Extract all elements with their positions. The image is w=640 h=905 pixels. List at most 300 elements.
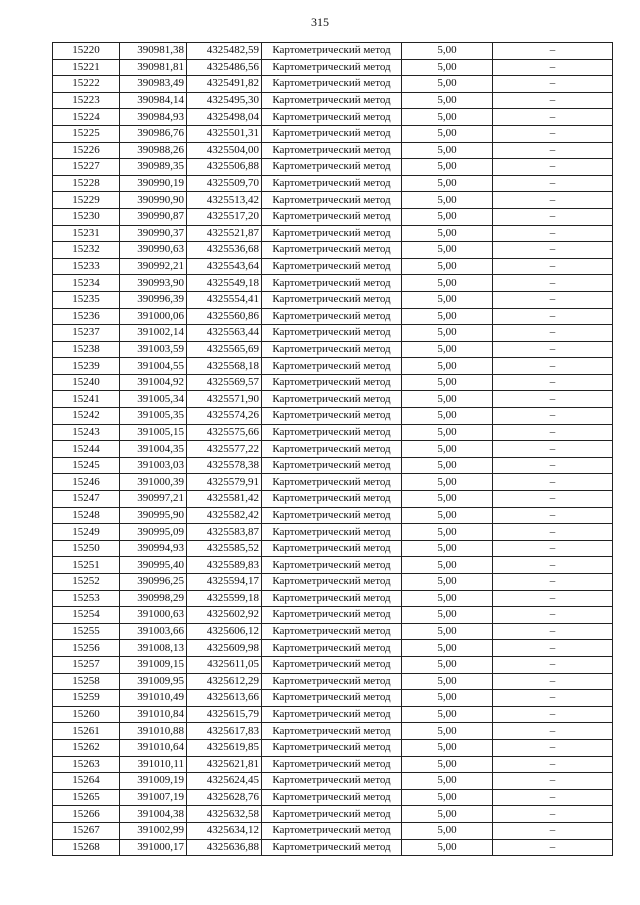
accuracy-cell: 5,00 [402, 723, 493, 740]
page-number: 315 [311, 15, 329, 29]
point-number-cell: 15234 [53, 275, 120, 292]
note-cell: – [493, 723, 613, 740]
table-row [53, 43, 613, 60]
coordinates-table-body [53, 43, 613, 856]
method-cell: Картометрический метод [262, 607, 402, 624]
method-cell: Картометрический метод [262, 773, 402, 790]
note-cell: – [493, 424, 613, 441]
method-cell: Картометрический метод [262, 574, 402, 591]
x-coordinate-cell: 390990,37 [120, 225, 187, 242]
method-cell: Картометрический метод [262, 408, 402, 425]
y-coordinate-cell: 4325565,69 [187, 341, 262, 358]
table-row [53, 640, 613, 657]
note-cell: – [493, 607, 613, 624]
table-row [53, 806, 613, 823]
x-coordinate-cell: 390988,26 [120, 142, 187, 159]
x-coordinate-cell: 391009,19 [120, 773, 187, 790]
x-coordinate-cell: 391002,14 [120, 325, 187, 342]
point-number-cell: 15244 [53, 441, 120, 458]
point-number-cell: 15230 [53, 208, 120, 225]
table-row [53, 374, 613, 391]
method-cell: Картометрический метод [262, 457, 402, 474]
note-cell: – [493, 640, 613, 657]
accuracy-cell: 5,00 [402, 574, 493, 591]
point-number-cell: 15250 [53, 540, 120, 557]
point-number-cell: 15226 [53, 142, 120, 159]
x-coordinate-cell: 390990,87 [120, 208, 187, 225]
point-number-cell: 15223 [53, 92, 120, 109]
note-cell: – [493, 540, 613, 557]
note-cell: – [493, 822, 613, 839]
y-coordinate-cell: 4325563,44 [187, 325, 262, 342]
method-cell: Картометрический метод [262, 590, 402, 607]
method-cell: Картометрический метод [262, 159, 402, 176]
table-row [53, 391, 613, 408]
point-number-cell: 15262 [53, 739, 120, 756]
method-cell: Картометрический метод [262, 341, 402, 358]
method-cell: Картометрический метод [262, 640, 402, 657]
x-coordinate-cell: 391010,88 [120, 723, 187, 740]
table-row [53, 540, 613, 557]
y-coordinate-cell: 4325619,85 [187, 739, 262, 756]
y-coordinate-cell: 4325602,92 [187, 607, 262, 624]
note-cell: – [493, 275, 613, 292]
x-coordinate-cell: 390990,90 [120, 192, 187, 209]
table-row [53, 557, 613, 574]
note-cell: – [493, 706, 613, 723]
accuracy-cell: 5,00 [402, 690, 493, 707]
y-coordinate-cell: 4325491,82 [187, 76, 262, 93]
accuracy-cell: 5,00 [402, 590, 493, 607]
x-coordinate-cell: 390996,25 [120, 574, 187, 591]
y-coordinate-cell: 4325624,45 [187, 773, 262, 790]
note-cell: – [493, 457, 613, 474]
table-row [53, 773, 613, 790]
accuracy-cell: 5,00 [402, 607, 493, 624]
method-cell: Картометрический метод [262, 524, 402, 541]
note-cell: – [493, 491, 613, 508]
note-cell: – [493, 242, 613, 259]
accuracy-cell: 5,00 [402, 507, 493, 524]
point-number-cell: 15252 [53, 574, 120, 591]
accuracy-cell: 5,00 [402, 789, 493, 806]
note-cell: – [493, 656, 613, 673]
x-coordinate-cell: 390995,09 [120, 524, 187, 541]
y-coordinate-cell: 4325581,42 [187, 491, 262, 508]
note-cell: – [493, 756, 613, 773]
point-number-cell: 15225 [53, 125, 120, 142]
accuracy-cell: 5,00 [402, 457, 493, 474]
table-row [53, 159, 613, 176]
point-number-cell: 15243 [53, 424, 120, 441]
table-row [53, 441, 613, 458]
y-coordinate-cell: 4325609,98 [187, 640, 262, 657]
point-number-cell: 15268 [53, 839, 120, 856]
accuracy-cell: 5,00 [402, 208, 493, 225]
point-number-cell: 15236 [53, 308, 120, 325]
accuracy-cell: 5,00 [402, 557, 493, 574]
y-coordinate-cell: 4325612,29 [187, 673, 262, 690]
table-row [53, 706, 613, 723]
table-row [53, 341, 613, 358]
method-cell: Картометрический метод [262, 540, 402, 557]
table-row [53, 208, 613, 225]
note-cell: – [493, 574, 613, 591]
x-coordinate-cell: 391010,84 [120, 706, 187, 723]
method-cell: Картометрический метод [262, 839, 402, 856]
point-number-cell: 15255 [53, 623, 120, 640]
table-row [53, 673, 613, 690]
point-number-cell: 15265 [53, 789, 120, 806]
accuracy-cell: 5,00 [402, 623, 493, 640]
accuracy-cell: 5,00 [402, 424, 493, 441]
x-coordinate-cell: 390989,35 [120, 159, 187, 176]
method-cell: Картометрический метод [262, 43, 402, 60]
accuracy-cell: 5,00 [402, 806, 493, 823]
accuracy-cell: 5,00 [402, 358, 493, 375]
point-number-cell: 15261 [53, 723, 120, 740]
note-cell: – [493, 623, 613, 640]
table-row [53, 125, 613, 142]
point-number-cell: 15256 [53, 640, 120, 657]
note-cell: – [493, 341, 613, 358]
y-coordinate-cell: 4325615,79 [187, 706, 262, 723]
point-number-cell: 15231 [53, 225, 120, 242]
method-cell: Картометрический метод [262, 325, 402, 342]
x-coordinate-cell: 390986,76 [120, 125, 187, 142]
y-coordinate-cell: 4325517,20 [187, 208, 262, 225]
y-coordinate-cell: 4325513,42 [187, 192, 262, 209]
point-number-cell: 15264 [53, 773, 120, 790]
x-coordinate-cell: 391003,03 [120, 457, 187, 474]
method-cell: Картометрический метод [262, 109, 402, 126]
coordinates-table [52, 42, 613, 856]
y-coordinate-cell: 4325509,70 [187, 175, 262, 192]
accuracy-cell: 5,00 [402, 275, 493, 292]
method-cell: Картометрический метод [262, 806, 402, 823]
x-coordinate-cell: 391008,13 [120, 640, 187, 657]
table-row [53, 59, 613, 76]
method-cell: Картометрический метод [262, 507, 402, 524]
accuracy-cell: 5,00 [402, 739, 493, 756]
method-cell: Картометрический метод [262, 789, 402, 806]
note-cell: – [493, 441, 613, 458]
accuracy-cell: 5,00 [402, 175, 493, 192]
table-row [53, 275, 613, 292]
method-cell: Картометрический метод [262, 92, 402, 109]
y-coordinate-cell: 4325571,90 [187, 391, 262, 408]
table-row [53, 325, 613, 342]
note-cell: – [493, 806, 613, 823]
method-cell: Картометрический метод [262, 822, 402, 839]
y-coordinate-cell: 4325577,22 [187, 441, 262, 458]
y-coordinate-cell: 4325495,30 [187, 92, 262, 109]
method-cell: Картометрический метод [262, 557, 402, 574]
point-number-cell: 15221 [53, 59, 120, 76]
table-row [53, 308, 613, 325]
x-coordinate-cell: 391005,34 [120, 391, 187, 408]
x-coordinate-cell: 390994,93 [120, 540, 187, 557]
accuracy-cell: 5,00 [402, 540, 493, 557]
y-coordinate-cell: 4325504,00 [187, 142, 262, 159]
accuracy-cell: 5,00 [402, 125, 493, 142]
x-coordinate-cell: 390990,19 [120, 175, 187, 192]
x-coordinate-cell: 391004,38 [120, 806, 187, 823]
y-coordinate-cell: 4325569,57 [187, 374, 262, 391]
accuracy-cell: 5,00 [402, 291, 493, 308]
x-coordinate-cell: 390996,39 [120, 291, 187, 308]
y-coordinate-cell: 4325613,66 [187, 690, 262, 707]
point-number-cell: 15222 [53, 76, 120, 93]
table-row [53, 623, 613, 640]
note-cell: – [493, 43, 613, 60]
method-cell: Картометрический метод [262, 424, 402, 441]
x-coordinate-cell: 391004,92 [120, 374, 187, 391]
table-row [53, 789, 613, 806]
y-coordinate-cell: 4325486,56 [187, 59, 262, 76]
point-number-cell: 15253 [53, 590, 120, 607]
point-number-cell: 15258 [53, 673, 120, 690]
method-cell: Картометрический метод [262, 656, 402, 673]
table-row [53, 109, 613, 126]
point-number-cell: 15260 [53, 706, 120, 723]
method-cell: Картометрический метод [262, 723, 402, 740]
method-cell: Картометрический метод [262, 706, 402, 723]
y-coordinate-cell: 4325575,66 [187, 424, 262, 441]
accuracy-cell: 5,00 [402, 391, 493, 408]
point-number-cell: 15220 [53, 43, 120, 60]
point-number-cell: 15245 [53, 457, 120, 474]
method-cell: Картометрический метод [262, 142, 402, 159]
point-number-cell: 15242 [53, 408, 120, 425]
accuracy-cell: 5,00 [402, 441, 493, 458]
y-coordinate-cell: 4325574,26 [187, 408, 262, 425]
table-row [53, 358, 613, 375]
method-cell: Картометрический метод [262, 308, 402, 325]
point-number-cell: 15251 [53, 557, 120, 574]
x-coordinate-cell: 390981,81 [120, 59, 187, 76]
y-coordinate-cell: 4325482,59 [187, 43, 262, 60]
point-number-cell: 15263 [53, 756, 120, 773]
y-coordinate-cell: 4325606,12 [187, 623, 262, 640]
x-coordinate-cell: 391003,66 [120, 623, 187, 640]
table-row [53, 457, 613, 474]
table-row [53, 474, 613, 491]
note-cell: – [493, 159, 613, 176]
accuracy-cell: 5,00 [402, 773, 493, 790]
method-cell: Картометрический метод [262, 208, 402, 225]
accuracy-cell: 5,00 [402, 673, 493, 690]
x-coordinate-cell: 391004,35 [120, 441, 187, 458]
method-cell: Картометрический метод [262, 756, 402, 773]
note-cell: – [493, 524, 613, 541]
point-number-cell: 15238 [53, 341, 120, 358]
y-coordinate-cell: 4325634,12 [187, 822, 262, 839]
accuracy-cell: 5,00 [402, 756, 493, 773]
accuracy-cell: 5,00 [402, 109, 493, 126]
note-cell: – [493, 192, 613, 209]
y-coordinate-cell: 4325582,42 [187, 507, 262, 524]
x-coordinate-cell: 391009,15 [120, 656, 187, 673]
method-cell: Картометрический метод [262, 623, 402, 640]
y-coordinate-cell: 4325498,04 [187, 109, 262, 126]
accuracy-cell: 5,00 [402, 242, 493, 259]
point-number-cell: 15227 [53, 159, 120, 176]
y-coordinate-cell: 4325543,64 [187, 258, 262, 275]
x-coordinate-cell: 391000,39 [120, 474, 187, 491]
method-cell: Картометрический метод [262, 690, 402, 707]
note-cell: – [493, 208, 613, 225]
note-cell: – [493, 358, 613, 375]
point-number-cell: 15267 [53, 822, 120, 839]
accuracy-cell: 5,00 [402, 92, 493, 109]
method-cell: Картометрический метод [262, 76, 402, 93]
point-number-cell: 15235 [53, 291, 120, 308]
y-coordinate-cell: 4325617,83 [187, 723, 262, 740]
accuracy-cell: 5,00 [402, 225, 493, 242]
accuracy-cell: 5,00 [402, 341, 493, 358]
point-number-cell: 15237 [53, 325, 120, 342]
x-coordinate-cell: 390993,90 [120, 275, 187, 292]
y-coordinate-cell: 4325579,91 [187, 474, 262, 491]
table-row [53, 242, 613, 259]
note-cell: – [493, 408, 613, 425]
y-coordinate-cell: 4325536,68 [187, 242, 262, 259]
accuracy-cell: 5,00 [402, 192, 493, 209]
method-cell: Картометрический метод [262, 59, 402, 76]
accuracy-cell: 5,00 [402, 142, 493, 159]
table-row [53, 590, 613, 607]
point-number-cell: 15249 [53, 524, 120, 541]
table-row [53, 739, 613, 756]
note-cell: – [493, 59, 613, 76]
accuracy-cell: 5,00 [402, 408, 493, 425]
accuracy-cell: 5,00 [402, 374, 493, 391]
accuracy-cell: 5,00 [402, 258, 493, 275]
note-cell: – [493, 175, 613, 192]
x-coordinate-cell: 390998,29 [120, 590, 187, 607]
table-row [53, 408, 613, 425]
table-row [53, 507, 613, 524]
x-coordinate-cell: 391005,15 [120, 424, 187, 441]
y-coordinate-cell: 4325594,17 [187, 574, 262, 591]
table-row [53, 258, 613, 275]
x-coordinate-cell: 391002,99 [120, 822, 187, 839]
method-cell: Картометрический метод [262, 739, 402, 756]
x-coordinate-cell: 390995,90 [120, 507, 187, 524]
note-cell: – [493, 325, 613, 342]
table-row [53, 839, 613, 856]
method-cell: Картометрический метод [262, 275, 402, 292]
y-coordinate-cell: 4325560,86 [187, 308, 262, 325]
y-coordinate-cell: 4325589,83 [187, 557, 262, 574]
note-cell: – [493, 125, 613, 142]
x-coordinate-cell: 390990,63 [120, 242, 187, 259]
point-number-cell: 15229 [53, 192, 120, 209]
accuracy-cell: 5,00 [402, 524, 493, 541]
table-row [53, 656, 613, 673]
y-coordinate-cell: 4325568,18 [187, 358, 262, 375]
table-row [53, 76, 613, 93]
table-row [53, 524, 613, 541]
method-cell: Картометрический метод [262, 441, 402, 458]
method-cell: Картометрический метод [262, 125, 402, 142]
y-coordinate-cell: 4325554,41 [187, 291, 262, 308]
table-row [53, 574, 613, 591]
x-coordinate-cell: 391004,55 [120, 358, 187, 375]
y-coordinate-cell: 4325501,31 [187, 125, 262, 142]
x-coordinate-cell: 390995,40 [120, 557, 187, 574]
note-cell: – [493, 225, 613, 242]
y-coordinate-cell: 4325549,18 [187, 275, 262, 292]
note-cell: – [493, 391, 613, 408]
method-cell: Картометрический метод [262, 291, 402, 308]
x-coordinate-cell: 390984,14 [120, 92, 187, 109]
note-cell: – [493, 773, 613, 790]
method-cell: Картометрический метод [262, 192, 402, 209]
note-cell: – [493, 258, 613, 275]
y-coordinate-cell: 4325578,38 [187, 457, 262, 474]
note-cell: – [493, 374, 613, 391]
method-cell: Картометрический метод [262, 258, 402, 275]
y-coordinate-cell: 4325585,52 [187, 540, 262, 557]
x-coordinate-cell: 390984,93 [120, 109, 187, 126]
point-number-cell: 15232 [53, 242, 120, 259]
note-cell: – [493, 142, 613, 159]
y-coordinate-cell: 4325636,88 [187, 839, 262, 856]
table-row [53, 491, 613, 508]
accuracy-cell: 5,00 [402, 59, 493, 76]
note-cell: – [493, 739, 613, 756]
accuracy-cell: 5,00 [402, 706, 493, 723]
note-cell: – [493, 291, 613, 308]
x-coordinate-cell: 390997,21 [120, 491, 187, 508]
point-number-cell: 15246 [53, 474, 120, 491]
point-number-cell: 15254 [53, 607, 120, 624]
point-number-cell: 15240 [53, 374, 120, 391]
table-row [53, 723, 613, 740]
x-coordinate-cell: 391010,49 [120, 690, 187, 707]
accuracy-cell: 5,00 [402, 325, 493, 342]
y-coordinate-cell: 4325506,88 [187, 159, 262, 176]
note-cell: – [493, 109, 613, 126]
accuracy-cell: 5,00 [402, 43, 493, 60]
table-row [53, 690, 613, 707]
table-row [53, 192, 613, 209]
note-cell: – [493, 76, 613, 93]
x-coordinate-cell: 390983,49 [120, 76, 187, 93]
x-coordinate-cell: 390981,38 [120, 43, 187, 60]
accuracy-cell: 5,00 [402, 76, 493, 93]
x-coordinate-cell: 391000,63 [120, 607, 187, 624]
point-number-cell: 15259 [53, 690, 120, 707]
table-row [53, 225, 613, 242]
point-number-cell: 15266 [53, 806, 120, 823]
method-cell: Картометрический метод [262, 491, 402, 508]
method-cell: Картометрический метод [262, 175, 402, 192]
point-number-cell: 15248 [53, 507, 120, 524]
y-coordinate-cell: 4325628,76 [187, 789, 262, 806]
note-cell: – [493, 92, 613, 109]
table-row [53, 291, 613, 308]
point-number-cell: 15224 [53, 109, 120, 126]
y-coordinate-cell: 4325583,87 [187, 524, 262, 541]
note-cell: – [493, 673, 613, 690]
table-row [53, 92, 613, 109]
method-cell: Картометрический метод [262, 673, 402, 690]
point-number-cell: 15228 [53, 175, 120, 192]
x-coordinate-cell: 391007,19 [120, 789, 187, 806]
